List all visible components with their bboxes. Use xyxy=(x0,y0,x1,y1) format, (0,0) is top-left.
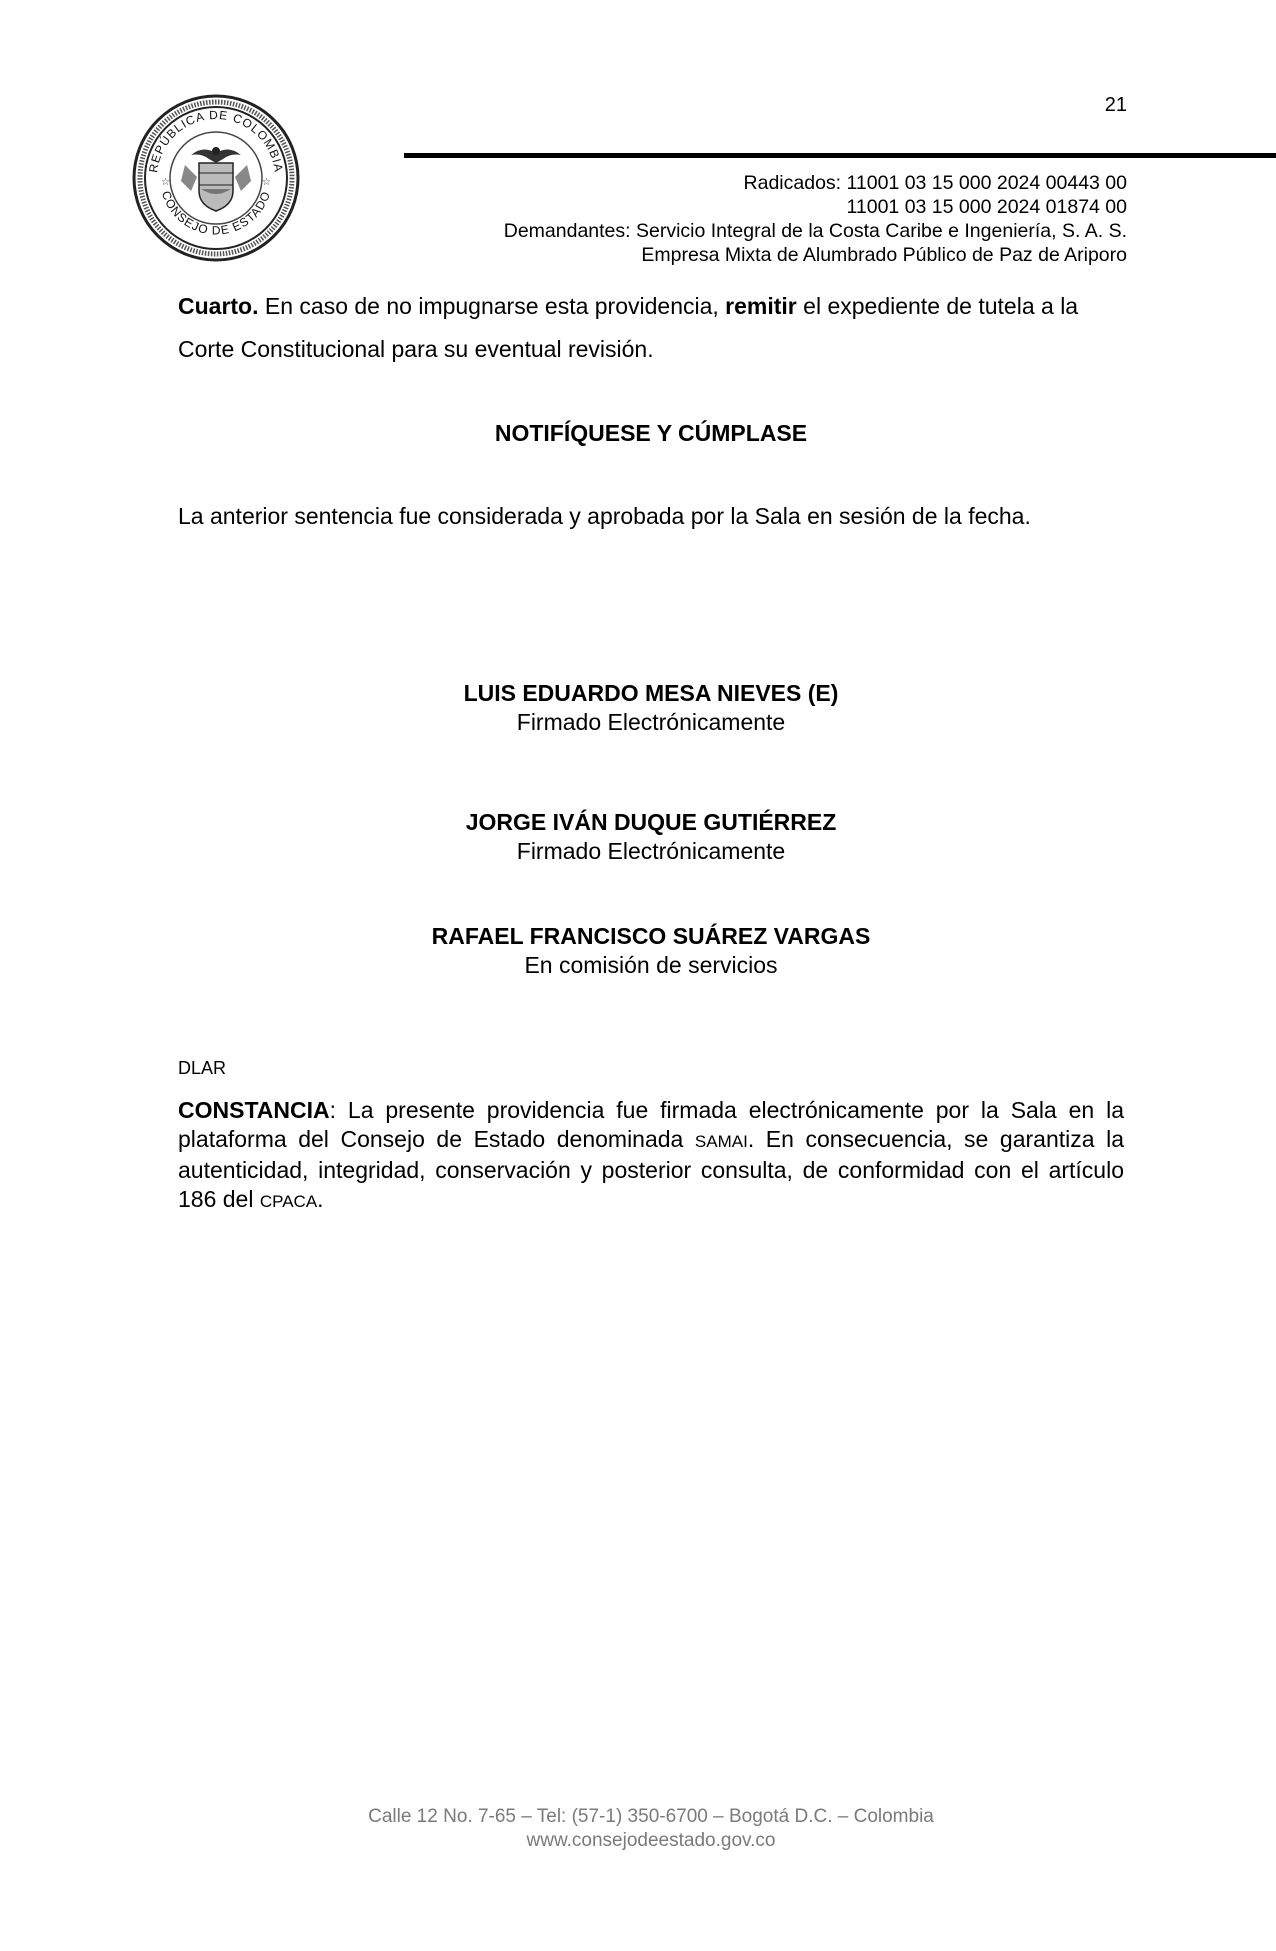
constancia-label: CONSTANCIA xyxy=(178,1097,330,1123)
demandantes-line-1: Demandantes: Servicio Integral de la Costa Caribe e Ingeniería, S. A. S. xyxy=(503,220,1127,242)
radicados-line-1: Radicados: 11001 03 15 000 2024 00443 00 xyxy=(743,172,1127,194)
constancia-text-2: . En consecuencia, se garantiza la autenticidad, integridad, conservación y posterior consulta, de conformidad con el artículo 186 del xyxy=(178,1126,1124,1212)
svg-text:☆: ☆ xyxy=(262,177,271,188)
consejo-de-estado-seal xyxy=(131,93,301,263)
notification-heading: NOTIFÍQUESE Y CÚMPLASE xyxy=(494,420,808,446)
decision-text-after: el expediente de tutela a la Corte Constitucional para su eventual revisión. xyxy=(178,293,1079,362)
seal-text-bottom: CONSEJO DE ESTADO xyxy=(158,189,274,238)
signer-name: RAFAEL FRANCISCO SUÁREZ VARGAS xyxy=(431,923,871,949)
svg-text:☆: ☆ xyxy=(161,177,170,188)
signer-name: LUIS EDUARDO MESA NIEVES (E) xyxy=(463,680,839,706)
page-number: 21 xyxy=(1104,94,1127,116)
signature-block-2 xyxy=(178,808,1124,866)
decision-text-before: En caso de no impugnarse esta providencia, xyxy=(258,293,726,319)
demandantes-line-2: Empresa Mixta de Alumbrado Público de Paz de Ariporo xyxy=(641,244,1127,266)
footer xyxy=(178,1805,1124,1853)
approval-statement: La anterior sentencia fue considerada y aprobada por la Sala en sesión de la fecha. xyxy=(178,503,1031,529)
signature-block-3 xyxy=(178,922,1124,980)
signer-name: JORGE IVÁN DUQUE GUTIÉRREZ xyxy=(465,809,837,835)
constancia-text-1: : La presente providencia fue firmada electrónicamente por la Sala en la plataforma del Consejo de Estado denominada xyxy=(178,1097,1124,1152)
decision-paragraph xyxy=(178,285,1124,371)
case-header xyxy=(504,171,1127,267)
decision-ordinal: Cuarto. xyxy=(178,293,259,319)
signer-status: En comisión de servicios xyxy=(524,952,778,978)
seal-emblem-icon xyxy=(131,93,301,263)
decision-verb: remitir xyxy=(725,293,797,319)
footer-website: www.consejodeestado.gov.co xyxy=(526,1830,776,1851)
radicados-line-2: 11001 03 15 000 2024 01874 00 xyxy=(846,196,1127,218)
constancia-text-3: . xyxy=(317,1186,324,1212)
signer-status: Firmado Electrónicamente xyxy=(516,838,786,864)
constancia-paragraph xyxy=(178,1096,1124,1216)
signature-block-1 xyxy=(178,679,1124,737)
samai-acronym: SAMAI xyxy=(694,1132,748,1151)
cpaca-acronym: CPACA xyxy=(259,1192,318,1211)
header-divider xyxy=(404,153,1276,158)
signer-status: Firmado Electrónicamente xyxy=(516,709,786,735)
footer-address: Calle 12 No. 7-65 – Tel: (57-1) 350-6700 – Bogotá D.C. – Colombia xyxy=(368,1806,934,1827)
seal-text-top: REPÚBLICA DE COLOMBIA xyxy=(146,107,286,174)
drafter-initials: DLAR xyxy=(178,1058,227,1078)
